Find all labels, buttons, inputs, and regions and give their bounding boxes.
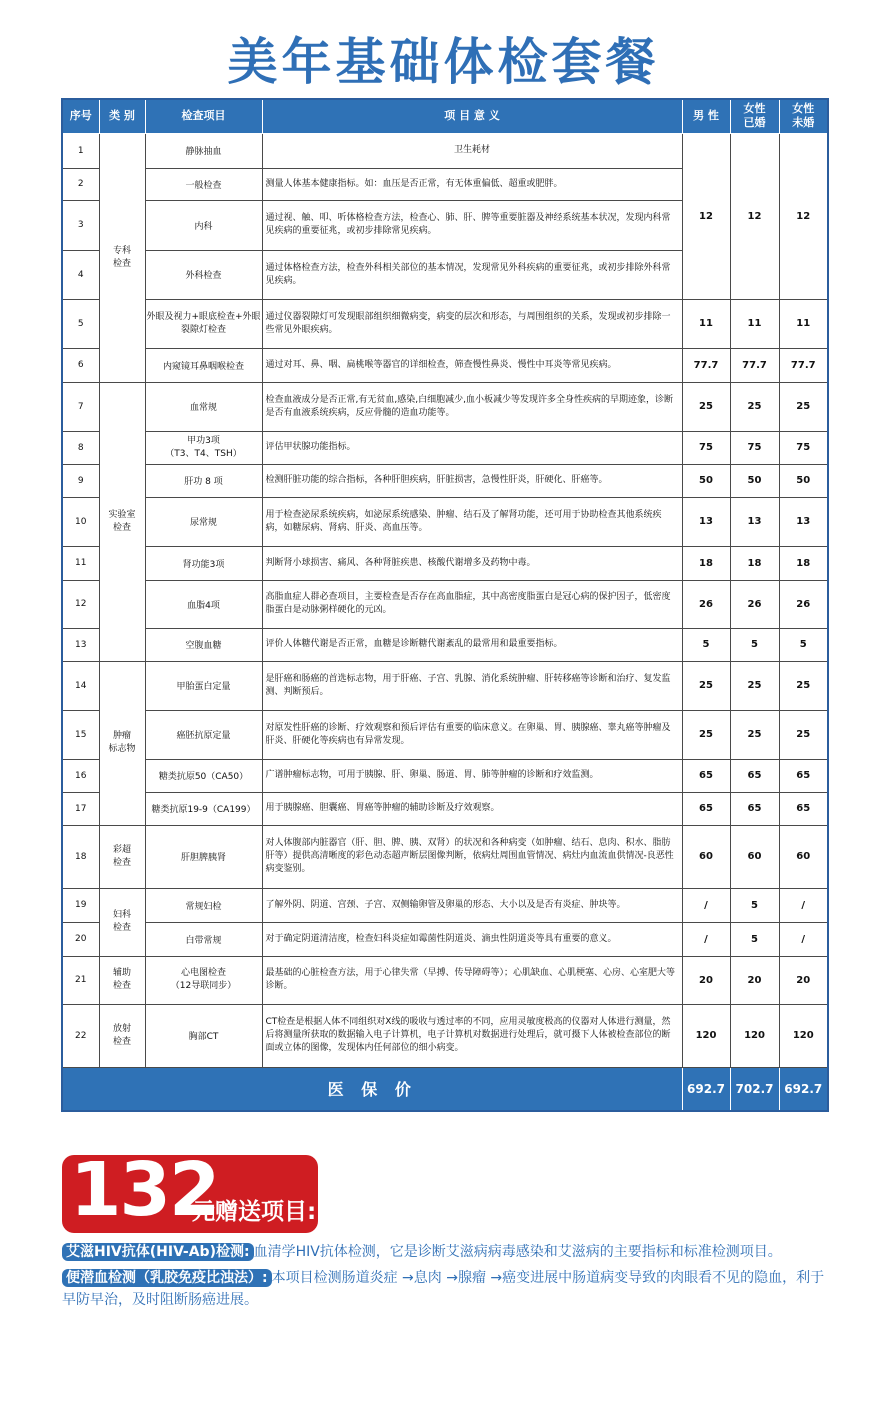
row-item: 尿常规 [145,497,262,546]
price-female-married: 65 [730,759,779,792]
row-meaning: 评估甲状腺功能指标。 [262,431,682,464]
price-female-married: 13 [730,497,779,546]
bonus-item-tag: 艾滋HIV抗体(HIV-Ab)检测: [62,1243,254,1261]
table-row [62,628,828,661]
row-meaning: 对于确定阴道清洁度，检查妇科炎症如霉菌性阴道炎、滴虫性阴道炎等具有重要的意义。 [262,922,682,956]
price-female-married: 18 [730,546,779,580]
price-male: 77.7 [682,348,730,382]
table-row [62,133,828,168]
row-meaning: 通过视、触、叩、听体格检查方法，检查心、肺、肝、脾等重要脏器及神经系统基本状况，发现内科常见疾病的重要征兆，或初步排除常见疾病。 [262,200,682,250]
price-female-unmarried: 25 [779,710,828,759]
table-row [62,661,828,710]
row-no: 9 [62,464,99,497]
price-male: 18 [682,546,730,580]
row-meaning: 对原发性肝癌的诊断、疗效观察和预后评估有重要的临床意义。在卵巢、胃、胰腺癌、睾丸癌等肿瘤及肝炎、肝硬化等疾病也有异常发现。 [262,710,682,759]
price-female-married: 65 [730,792,779,825]
table-row [62,825,828,888]
price-female-married: 25 [730,661,779,710]
row-item: 常规妇检 [145,888,262,922]
row-no: 5 [62,299,99,348]
price-female-married: 20 [730,956,779,1004]
price-male: 65 [682,759,730,792]
price-male: 11 [682,299,730,348]
category-gyn: 妇科 检查 [99,888,145,956]
row-item: 胸部CT [145,1004,262,1067]
bonus-item-fob [62,1267,832,1311]
row-meaning: 通过体格检查方法，检查外科相关部位的基本情况，发现常见外科疾病的重要征兆，或初步排除外科常见疾病。 [262,250,682,299]
row-meaning: 广谱肿瘤标志物，可用于胰腺、肝、卵巢、肠道、胃、肺等肿瘤的诊断和疗效监测。 [262,759,682,792]
row-meaning: 对人体腹部内脏器官（肝、胆、脾、胰、双肾）的状况和各种病变（如肿瘤、结石、息肉、积水、脂肪肝等）提供高清晰度的彩色动态超声断层图像判断，依病灶周围血管情况、病灶内血流血供情况-良恶性病变鉴别。 [262,825,682,888]
price-female-unmarried: 65 [779,759,828,792]
table-row [62,431,828,464]
category-ultrasound: 彩超 检查 [99,825,145,888]
row-no: 1 [62,133,99,168]
promo-label: 元赠送项目: [192,1199,317,1225]
promo-number: 132 [70,1147,219,1233]
table-footer-row [62,1067,828,1111]
row-item: 肝胆脾胰肾 [145,825,262,888]
price-male: 25 [682,661,730,710]
row-meaning: 用于胰腺癌、胆囊癌、胃癌等肿瘤的辅助诊断及疗效观察。 [262,792,682,825]
total-female-unmarried: 692.7 [779,1067,828,1111]
row-item: 一般检查 [145,168,262,200]
price-female-married: 12 [730,133,779,299]
price-male: 75 [682,431,730,464]
row-item: 肾功能3项 [145,546,262,580]
price-male: 50 [682,464,730,497]
price-male: / [682,922,730,956]
price-female-unmarried: 60 [779,825,828,888]
row-no: 8 [62,431,99,464]
row-item: 血脂4项 [145,580,262,628]
row-item: 糖类抗原50（CA50） [145,759,262,792]
price-female-married: 5 [730,628,779,661]
total-male: 692.7 [682,1067,730,1111]
row-meaning: CT检查是根据人体不同组织对X线的吸收与透过率的不同，应用灵敏度极高的仪器对人体进行测量，然后将测量所获取的数据输入电子计算机，电子计算机对数据进行处理后，就可摄下人体被检查部位的断面或立体的图像，发现体内任何部位的细小病变。 [262,1004,682,1067]
row-meaning: 最基础的心脏检查方法，用于心律失常（早搏、传导障碍等）；心肌缺血、心肌梗塞、心房、心室肥大等诊断。 [262,956,682,1004]
price-male: 25 [682,710,730,759]
row-meaning: 检测肝脏功能的综合指标，各种肝胆疾病，肝脏损害，急慢性肝炎，肝硬化、肝癌等。 [262,464,682,497]
header-category: 类 别 [99,99,145,133]
row-no: 7 [62,382,99,431]
table-row [62,922,828,956]
row-no: 18 [62,825,99,888]
price-female-married: 75 [730,431,779,464]
row-no: 13 [62,628,99,661]
price-female-married: 11 [730,299,779,348]
category-tumor: 肿瘤 标志物 [99,661,145,825]
price-female-unmarried: 65 [779,792,828,825]
row-no: 11 [62,546,99,580]
category-radiology: 放射 检查 [99,1004,145,1067]
row-no: 15 [62,710,99,759]
row-no: 6 [62,348,99,382]
row-item: 外眼及视力+眼底检查+外眼裂隙灯检查 [145,299,262,348]
row-meaning: 通过仪器裂隙灯可发现眼部组织细微病变，病变的层次和形态，与周围组织的关系，发现或初步排除一些常见外眼疾病。 [262,299,682,348]
price-female-unmarried: 18 [779,546,828,580]
row-meaning: 了解外阴、阴道、宫颈、子宫、双侧输卵管及卵巢的形态、大小以及是否有炎症、肿块等。 [262,888,682,922]
row-no: 14 [62,661,99,710]
category-aux: 辅助 检查 [99,956,145,1004]
price-female-married: 77.7 [730,348,779,382]
table-row [62,546,828,580]
price-female-married: 26 [730,580,779,628]
price-female-unmarried: 5 [779,628,828,661]
row-item: 内科 [145,200,262,250]
price-female-married: 50 [730,464,779,497]
price-male: 120 [682,1004,730,1067]
table-row [62,1004,828,1067]
row-item: 静脉抽血 [145,133,262,168]
row-no: 2 [62,168,99,200]
insurance-price-label: 医 保 价 [62,1067,682,1111]
category-lab: 实验室 检查 [99,382,145,661]
price-female-unmarried: / [779,922,828,956]
header-item: 检查项目 [145,99,262,133]
bonus-item-desc: 本项目检测肠道炎症 →息肉 →腺瘤 →癌变进展中肠道病变导致的肉眼看不见的隐血，利于早防早治，及时阻断肠癌进展。 [62,1270,825,1308]
row-meaning: 是肝癌和肠癌的首选标志物，用于肝癌、子宫、乳腺、消化系统肿瘤、肝转移癌等诊断和治疗、复发监测、判断预后。 [262,661,682,710]
category-specialist: 专科 检查 [99,133,145,382]
row-no: 16 [62,759,99,792]
row-meaning: 检查血液成分是否正常,有无贫血,感染,白细胞减少,血小板减少等发现许多全身性疾病的早期迹象，诊断是否有血液系统疾病，反应骨髓的造血功能等。 [262,382,682,431]
row-item: 白带常规 [145,922,262,956]
row-no: 20 [62,922,99,956]
price-female-married: 5 [730,888,779,922]
price-female-unmarried: 120 [779,1004,828,1067]
price-female-unmarried: 77.7 [779,348,828,382]
price-female-unmarried: 13 [779,497,828,546]
price-male: 13 [682,497,730,546]
row-no: 21 [62,956,99,1004]
bonus-item-hiv [62,1241,832,1263]
row-meaning: 高脂血症人群必查项目，主要检查是否存在高血脂症，其中高密度脂蛋白是冠心病的保护因子，低密度脂蛋白是动脉粥样硬化的元凶。 [262,580,682,628]
price-male: / [682,888,730,922]
row-item: 空腹血糖 [145,628,262,661]
row-meaning: 判断肾小球损害、痛风、各种肾脏疾患、核酸代谢增多及药物中毒。 [262,546,682,580]
row-no: 10 [62,497,99,546]
table-row [62,348,828,382]
header-female-married: 女性 已婚 [730,99,779,133]
row-item: 癌胚抗原定量 [145,710,262,759]
table-row [62,580,828,628]
row-no: 12 [62,580,99,628]
header-no: 序号 [62,99,99,133]
price-male: 65 [682,792,730,825]
row-item: 糖类抗原19-9（CA199） [145,792,262,825]
price-female-unmarried: 50 [779,464,828,497]
row-no: 22 [62,1004,99,1067]
row-meaning: 卫生耗材 [262,133,682,168]
table-header-row [62,99,828,133]
table-row [62,888,828,922]
price-male: 60 [682,825,730,888]
row-item: 肝功 8 项 [145,464,262,497]
row-item: 血常规 [145,382,262,431]
row-meaning: 通过对耳、鼻、咽、扁桃喉等器官的详细检查，筛查慢性鼻炎、慢性中耳炎等常见疾病。 [262,348,682,382]
price-male: 26 [682,580,730,628]
price-female-unmarried: 25 [779,382,828,431]
price-female-married: 25 [730,382,779,431]
bonus-item-tag: 便潜血检测（乳胶免疫比浊法）: [62,1269,272,1287]
row-no: 4 [62,250,99,299]
header-male: 男 性 [682,99,730,133]
price-female-unmarried: 25 [779,661,828,710]
bonus-item-desc: 血清学HIV抗体检测，它是诊断艾滋病病毒感染和艾滋病的主要指标和标准检测项目。 [253,1244,782,1260]
row-meaning: 测量人体基本健康指标。如：血压是否正常，有无体重偏低、超重或肥胖。 [262,168,682,200]
table-row [62,710,828,759]
table-row [62,497,828,546]
row-no: 3 [62,200,99,250]
table-row [62,792,828,825]
row-meaning: 评价人体糖代谢是否正常，血糖是诊断糖代谢紊乱的最常用和最重要指标。 [262,628,682,661]
row-item: 外科检查 [145,250,262,299]
price-female-married: 60 [730,825,779,888]
table-row [62,464,828,497]
price-male: 5 [682,628,730,661]
price-female-unmarried: 20 [779,956,828,1004]
total-female-married: 702.7 [730,1067,779,1111]
row-item: 甲胎蛋白定量 [145,661,262,710]
row-meaning: 用于检查泌尿系统疾病，如泌尿系统感染、肿瘤、结石及了解肾功能，还可用于协助检查其他系统疾病，如糖尿病、肾病、肝炎、高血压等。 [262,497,682,546]
row-item: 甲功3项 （T3、T4、TSH） [145,431,262,464]
table-row [62,956,828,1004]
price-female-married: 5 [730,922,779,956]
price-female-married: 120 [730,1004,779,1067]
price-male: 12 [682,133,730,299]
price-female-married: 25 [730,710,779,759]
table-row [62,382,828,431]
table-row [62,299,828,348]
price-female-unmarried: 12 [779,133,828,299]
header-female-unmarried: 女性 未婚 [779,99,828,133]
price-female-unmarried: 75 [779,431,828,464]
row-no: 17 [62,792,99,825]
price-male: 20 [682,956,730,1004]
table-row [62,759,828,792]
price-female-unmarried: 11 [779,299,828,348]
price-male: 25 [682,382,730,431]
page-title: 美年基础体检套餐 [227,33,660,91]
row-item: 心电图检查 （12导联同步） [145,956,262,1004]
price-female-unmarried: 26 [779,580,828,628]
row-item: 内窥镜耳鼻咽喉检查 [145,348,262,382]
row-no: 19 [62,888,99,922]
price-female-unmarried: / [779,888,828,922]
checkup-table [61,98,829,1112]
header-meaning: 项 目 意 义 [262,99,682,133]
